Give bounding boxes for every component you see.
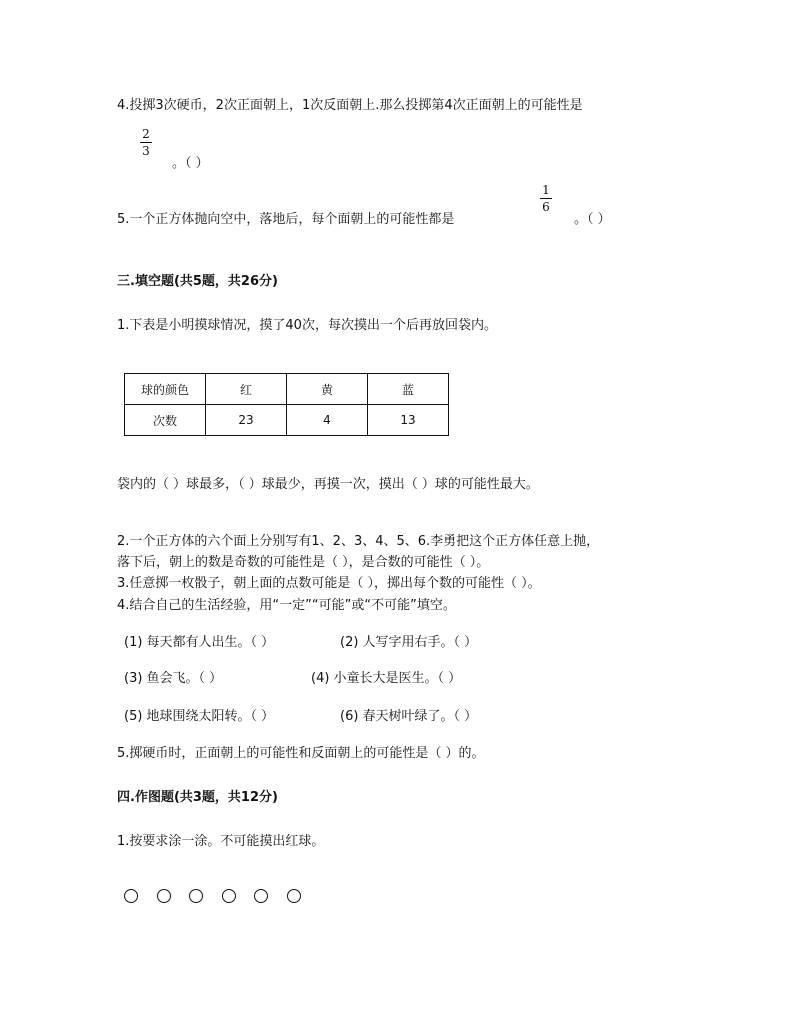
- section-4-title: 四.作图题(共3题，共12分): [117, 790, 278, 805]
- question-4-answer: 。（ ）: [172, 156, 209, 171]
- circle-shape[interactable]: [254, 889, 268, 903]
- circle-shape[interactable]: [287, 889, 301, 903]
- list-item: (3) 鱼会飞。（ ）: [124, 671, 223, 686]
- section-3-question-2-line-2: 落下后，朝上的数是奇数的可能性是（ ），是合数的可能性（ ）。: [117, 555, 490, 570]
- fraction-numerator: 1: [542, 183, 550, 197]
- table-cell: 13: [368, 405, 449, 436]
- table-cell: 4: [287, 405, 368, 436]
- section-3-question-2-line-1: 2.一个正方体的六个面上分别写有1、2、3、4、5、6.李勇把这个正方体任意上抛，: [117, 534, 600, 549]
- list-item: (4) 小童长大是医生。（ ）: [311, 671, 462, 686]
- table-cell: 红: [206, 374, 287, 405]
- question-5-text: 5.一个正方体抛向空中，落地后，每个面朝上的可能性都是: [117, 212, 455, 227]
- section-3-question-3: 3.任意掷一枚骰子，朝上面的点数可能是（ ），掷出每个数的可能性（ ）。: [117, 576, 541, 591]
- list-item: (1) 每天都有人出生。（ ）: [124, 635, 275, 650]
- list-item: (2) 人写字用右手。（ ）: [340, 635, 478, 650]
- question-5-answer: 。（ ）: [574, 212, 611, 227]
- fraction-denominator: 6: [542, 200, 550, 214]
- section-3-title: 三.填空题(共5题，共26分): [117, 274, 278, 289]
- section-3-question-1: 1.下表是小明摸球情况，摸了40次，每次摸出一个后再放回袋内。: [117, 318, 497, 333]
- table-cell: 次数: [125, 405, 206, 436]
- circle-shape[interactable]: [189, 889, 203, 903]
- list-item: (6) 春天树叶绿了。（ ）: [340, 709, 478, 724]
- fraction-one-sixth: [540, 183, 552, 214]
- question-4-text: 4.投掷3次硬币，2次正面朝上，1次反面朝上.那么投掷第4次正面朝上的可能性是: [117, 98, 583, 113]
- circle-shape[interactable]: [124, 889, 138, 903]
- table-row: [125, 374, 449, 405]
- table-cell: 蓝: [368, 374, 449, 405]
- fraction-two-thirds: [140, 127, 152, 158]
- table-cell: 黄: [287, 374, 368, 405]
- fraction-denominator: 3: [142, 144, 150, 158]
- ball-table: [124, 373, 449, 436]
- circle-shape[interactable]: [222, 889, 236, 903]
- section-3-question-1-answer: 袋内的（ ）球最多，（ ）球最少，再摸一次，摸出（ ）球的可能性最大。: [117, 477, 539, 492]
- section-3-question-4: 4.结合自己的生活经验，用“一定”“可能”或“不可能”填空。: [117, 598, 456, 613]
- table-cell: 球的颜色: [125, 374, 206, 405]
- list-item: (5) 地球围绕太阳转。（ ）: [124, 709, 275, 724]
- section-4-question-1: 1.按要求涂一涂。不可能摸出红球。: [117, 834, 325, 849]
- table-row: [125, 405, 449, 436]
- section-3-question-5: 5.掷硬币时，正面朝上的可能性和反面朝上的可能性是（ ）的。: [117, 746, 485, 761]
- table-cell: 23: [206, 405, 287, 436]
- circle-shape[interactable]: [157, 889, 171, 903]
- fraction-numerator: 2: [142, 127, 150, 141]
